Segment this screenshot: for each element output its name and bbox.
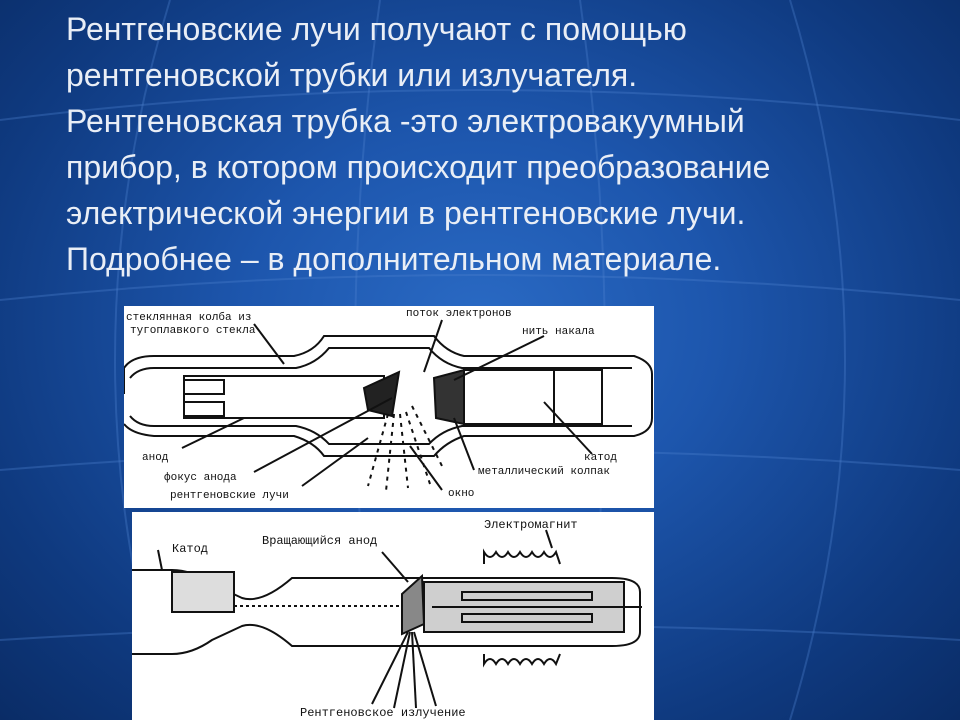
label-cathode: Катод [172,542,209,556]
cathode-block [172,572,234,612]
label-xrays: рентгеновские лучи [170,490,289,502]
text-line: электрической энергии в рентгеновские лучи. [66,195,746,231]
label-electron-flow: поток электронов [406,308,512,320]
text-line: Рентгеновские лучи получают с помощью [66,11,687,47]
electromagnet-bottom [484,654,560,664]
slide-body-text [66,6,946,282]
label-rotating-anode: Вращающийся анод [262,534,378,548]
radiation-rays [372,632,436,708]
label-glass-2: тугоплавкого стекла [130,325,256,337]
text-line: Рентгеновская трубка -это электровакуумный [66,103,745,139]
cathode-block [464,370,554,424]
anode-block [184,376,384,418]
xray-tube-drawing [124,306,654,508]
label-glass-1: стеклянная колба из [126,312,252,324]
label-electromagnet: Электромагнит [484,518,578,532]
rotating-anode-drawing [132,512,654,720]
text-line: прибор, в котором происходит преобразование [66,149,771,185]
xray-tube-diagram [124,306,654,508]
rotating-anode-diagram [132,512,654,720]
text-line: Подробнее – в дополнительном материале. [66,241,722,277]
label-radiation: Рентгеновское излучение [300,706,466,720]
label-cathode: катод [584,452,618,464]
electromagnet-top [484,552,560,564]
label-filament: нить накала [522,326,595,338]
anode-disc [402,576,424,634]
label-window: окно [448,488,475,500]
text-line: рентгеновской трубки или излучателя. [66,57,638,93]
label-metal-cup: металлический колпак [478,466,611,478]
label-anode-focus: фокус анода [164,472,237,484]
label-anode: анод [142,452,169,464]
